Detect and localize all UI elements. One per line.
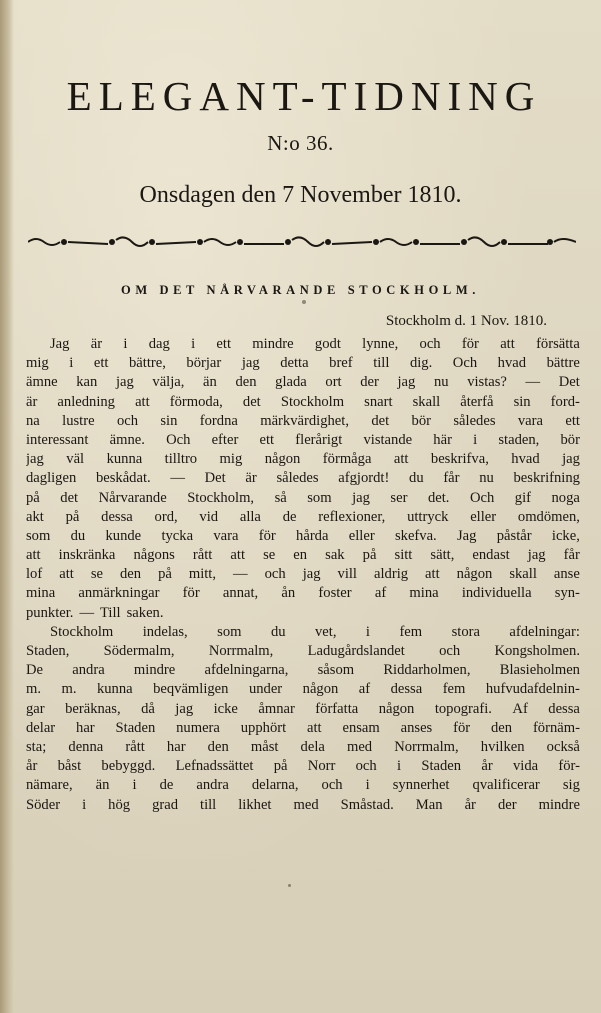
article-line: mina anmärkningar för annat, ån foster af mina individuella syn- <box>26 585 580 602</box>
article-line: De andra mindre afdelningarna, såsom Riddarholmen, Blasieholmen <box>26 662 580 679</box>
ink-spot <box>302 300 306 304</box>
article-line: mig i ett bättre, börjar jag detta bref till dig. Och hvad bättre <box>26 355 580 372</box>
article-line: ämne kan jag välja, än den glada ort der jag nu vistas? — Det <box>26 374 580 391</box>
article-line: m. m. kunna beqvämligen under någon af dessa fem hufvudafdelnin- <box>26 681 580 698</box>
article-line: Stockholm indelas, som du vet, i fem stora afdelningar: <box>50 623 580 640</box>
article-line: delar har Staden numera upphört att ensam anses för den förnäm- <box>26 719 580 736</box>
article-line: Jag är i dag i ett mindre godt lynne, och för att försätta <box>50 336 580 352</box>
article-line: är anledning att förmoda, det Stockholm snart skall återfå sin ford- <box>26 393 580 410</box>
article-line: punkter. — Till saken. <box>26 604 164 621</box>
article-body <box>26 335 580 815</box>
article-line: jag väl kunna tilltro mig någon förmåga att beskrifva, hvad jag <box>26 451 580 468</box>
article-line: akt på dessa ord, vid alla de reflexioner, uttryck eller omdömen, <box>26 508 580 525</box>
article-line: gar beräknas, då jag icke åmnar författa någon topografi. Af dessa <box>26 700 580 717</box>
article-line: Söder i hög grad till likhet med Småstad. Man år der mindre <box>26 796 580 813</box>
ink-spot <box>288 884 291 887</box>
article-placeline: Stockholm d. 1 Nov. 1810. <box>385 313 547 329</box>
issue-number: N:o 36. <box>267 131 334 155</box>
article-line: nämare, än i de andra delarna, och i synnerhet qvalificerar sig <box>26 777 580 794</box>
article-line: som du kunde tycka vara för hårda eller skefva. Jag påstår icke, <box>26 527 580 544</box>
article-line: lof att se den på mitt, — och jag vill aldrig att någon skall anse <box>26 566 580 583</box>
article-line: på det Nårvarande Stockholm, så som jag ser det. Och gif noga <box>26 489 580 506</box>
article-line: Staden, Södermalm, Norrmalm, Ladugårdslandet och Kongsholmen. <box>26 643 580 659</box>
article-title: OM DET NÅRVARANDE STOCKHOLM. <box>121 283 480 297</box>
masthead-title: ELEGANT-TIDNING <box>66 73 542 119</box>
article-line: att inskränka någons rått att se en sak på sitt sätt, endast jag får <box>26 547 580 564</box>
article-line: dagligen beskådat. — Det är således afgjordt! du får nu beskrifning <box>26 470 580 487</box>
article-line: år båst bebyggd. Lefnadssättet på Norr och i Staden år vida för- <box>26 758 580 775</box>
dateline: Onsdagen den 7 November 1810. <box>139 182 462 208</box>
ornamental-rule <box>28 232 576 252</box>
article-line: interessant ämne. Och efter ett flerårigt vistande här i staden, bör <box>26 431 580 448</box>
article-line: sta; denna rått har den måst dela med Norrmalm, hvilken också <box>26 738 580 755</box>
article-line: na lustre och sin fordna märkvärdighet, det bör således vara ett <box>26 412 580 429</box>
